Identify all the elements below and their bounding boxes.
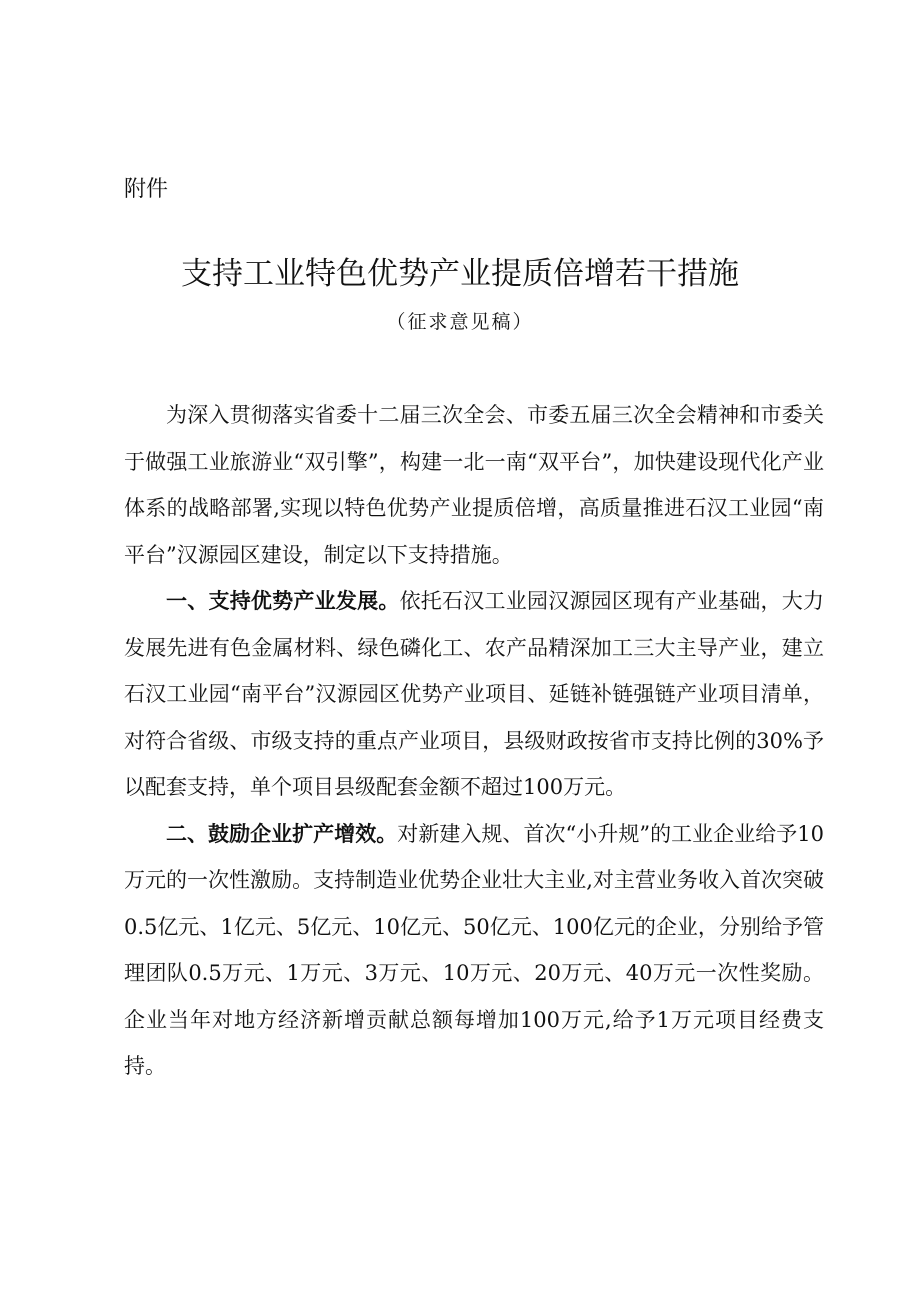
section-1-heading: 一、支持优势产业发展。 (166, 589, 400, 613)
document-body (124, 392, 824, 1090)
section-1-text: 依托石汉工业园汉源园区现有产业基础，大力发展先进有色金属材料、绿色磷化工、农产品精深加工三大主导产业，建立石汉工业园“南平台”汉源园区优势产业项目、延链补链强链产业项目清单，对符合省级、市级支持的重点产业项目，县级财政按省市支持比例的30%予以配套支持，单个项目县级配套金额不超过100万元。 (124, 589, 825, 799)
section-2-heading: 二、鼓励企业扩产增效。 (166, 821, 398, 846)
attachment-label: 附件 (124, 177, 169, 202)
section-2-text: 对新建入规、首次“小升规”的工业企业给予10万元的一次性激励。支持制造业优势企业壮大主业,对主营业务收入首次突破0.5亿元、1亿元、5亿元、10亿元、50亿元、100亿元的企业，分别给予管理团队0.5万元、1万元、3万元、10万元、20万元、40万元一次性奖励。企业当年对地方经济新增贡献总额每增加100万元,给予1万元项目经费支持。 (124, 821, 825, 1078)
document-title: 支持工业特色优势产业提质倍增若干措施 (181, 256, 739, 292)
section-1-paragraph (124, 578, 824, 811)
document-subtitle: （征求意见稿） (386, 311, 534, 333)
section-2-paragraph (124, 811, 824, 1090)
intro-paragraph: 为深入贯彻落实省委十二届三次全会、市委五届三次全会精神和市委关于做强工业旅游业“双引擎”，构建一北一南“双平台”，加快建设现代化产业体系的战略部署,实现以特色优势产业提质倍增，高质量推进石汉工业园“南平台”汉源园区建设，制定以下支持措施。 (124, 403, 824, 567)
